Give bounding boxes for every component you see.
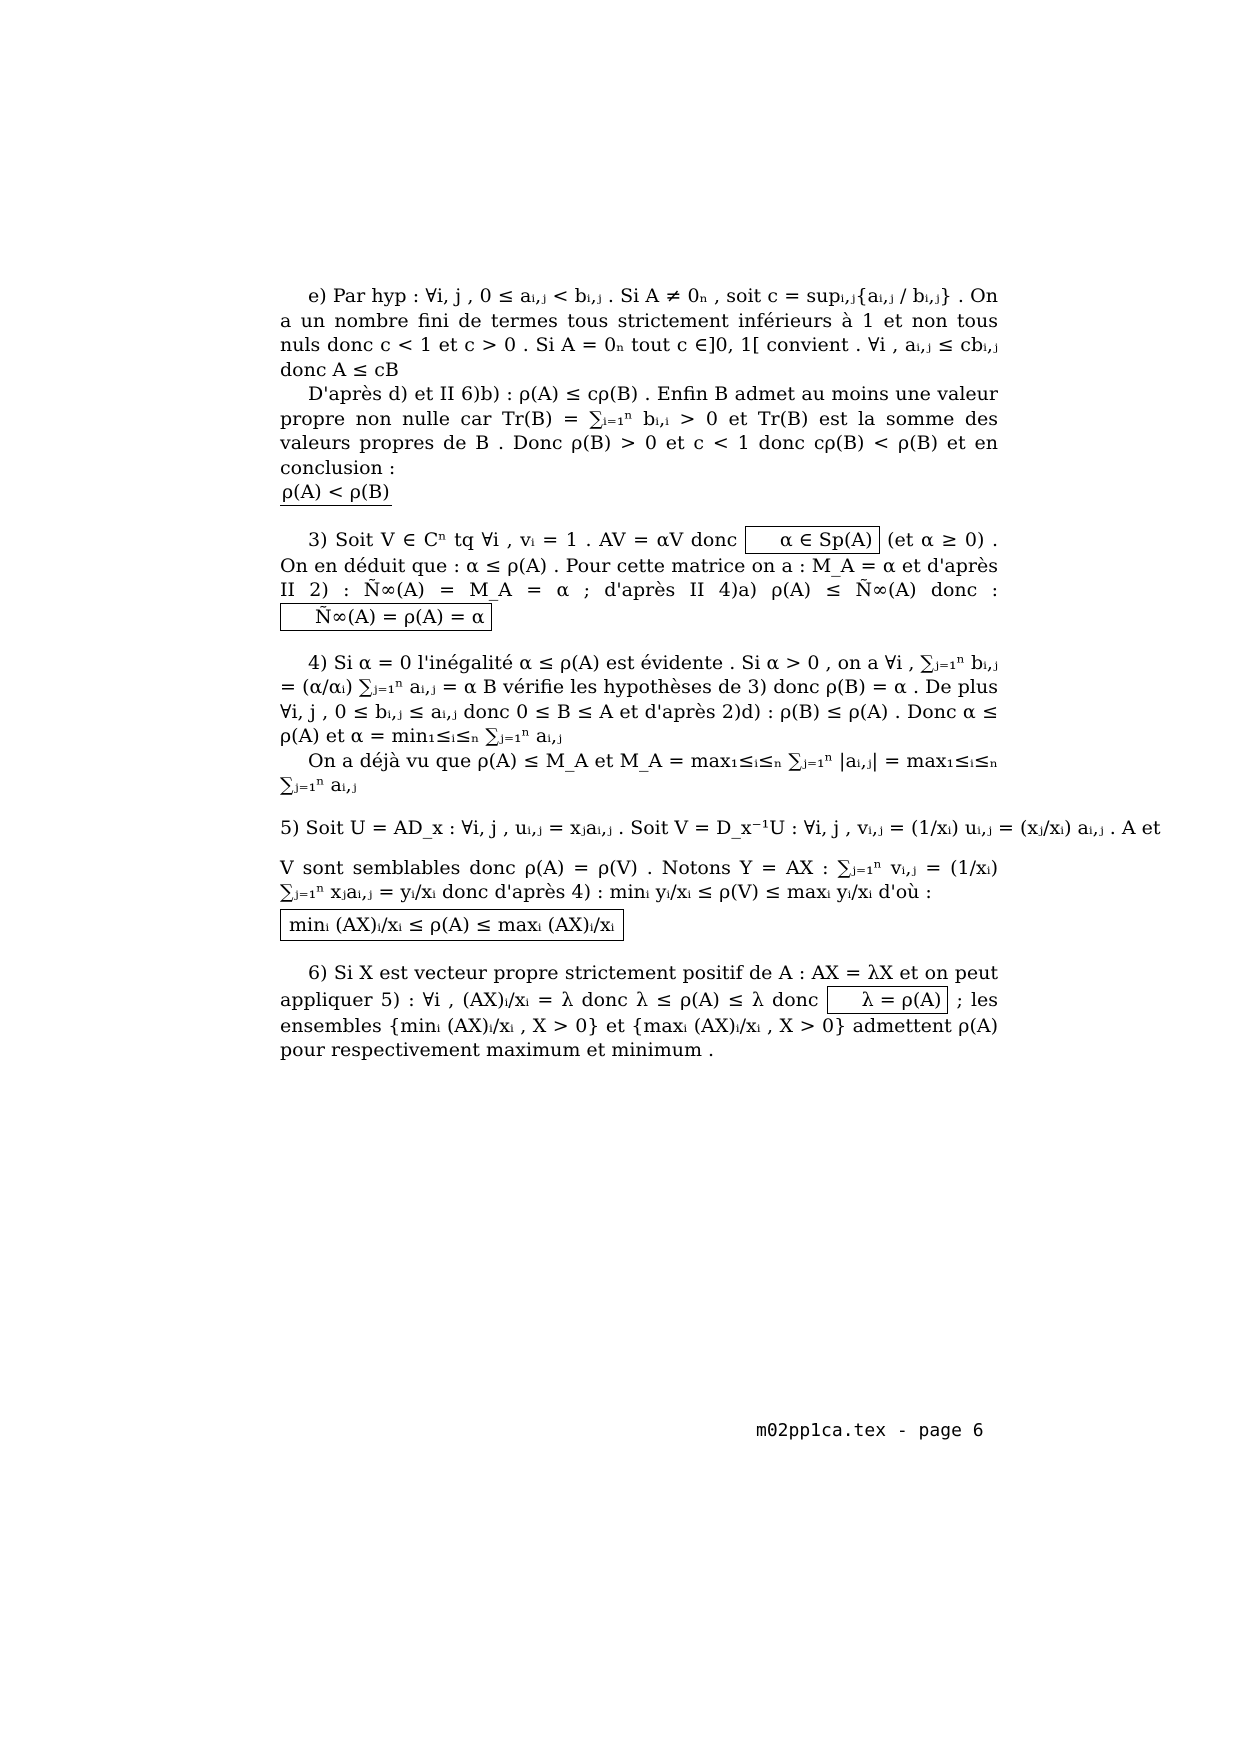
paragraph-e-result [280, 480, 998, 506]
text-4b: On a déjà vu que ρ(A) ≤ M_A et M_A = max₁≤ᵢ≤ₙ ∑ⱼ₌₁ⁿ |aᵢ,ⱼ| = max₁≤ᵢ≤ₙ ∑ⱼ₌₁ⁿ aᵢ,ⱼ [280, 749, 998, 796]
body-text [280, 284, 1161, 1063]
page-footer: m02pp1ca.tex - page 6 [756, 1420, 984, 1441]
text-e: e) Par hyp : ∀i, j , 0 ≤ aᵢ,ⱼ < bᵢ,ⱼ . Si A ≠ 0ₙ , soit c = supᵢ,ⱼ{aᵢ,ⱼ / bᵢ,ⱼ} . On a un nombre fini de termes tous strictement inférieurs à 1 et non tous nuls donc c < 1 et c > 0 . Si A = 0ₙ tout c ∈]0, 1[ convient . ∀i , aᵢ,ⱼ ≤ cbᵢ,ⱼ donc A ≤ cB [280, 285, 998, 381]
text-e2: D'après d) et II 6)b) : ρ(A) ≤ cρ(B) . Enfin B admet au moins une valeur propre non nulle car Tr(B) = ∑ᵢ₌₁ⁿ bᵢ,ᵢ > 0 et Tr(B) est la somme des valeurs propres de B . Donc ρ(B) > 0 et c < 1 donc cρ(B) < ρ(B) et en conclusion : [280, 383, 998, 479]
boxed-result-eigenvalue: λ = ρ(A) [827, 986, 949, 1014]
paragraph-e [280, 284, 998, 382]
underlined-result: ρ(A) < ρ(B) [280, 480, 392, 506]
boxed-result-bounds: minᵢ (AX)ᵢ/xᵢ ≤ ρ(A) ≤ maxᵢ (AX)ᵢ/xᵢ [280, 909, 624, 942]
paragraph-5b [280, 856, 998, 905]
boxed-result-spectrum: α ∈ Sp(A) [745, 526, 880, 554]
paragraph-4 [280, 651, 998, 749]
text-3b: (et α ≥ 0) . On en déduit que : α ≤ ρ(A) . Pour cette matrice on a : M_A = α et d'après II 2) : Ñ∞(A) = M_A = α ; d'après II 4)a) ρ(A) ≤ Ñ∞(A) donc : [280, 528, 998, 601]
text-3a: 3) Soit V ∈ Cⁿ tq ∀i , vᵢ = 1 . AV = αV donc [308, 528, 738, 551]
paragraph-5a [280, 810, 1161, 846]
paragraph-5-result [280, 909, 998, 942]
paragraph-3 [280, 526, 998, 631]
text-5a: 5) Soit U = AD_x : ∀i, j , uᵢ,ⱼ = xⱼaᵢ,ⱼ . Soit V = D_x⁻¹U : ∀i, j , vᵢ,ⱼ = (1/xᵢ) uᵢ,ⱼ = (xⱼ/xᵢ) aᵢ,ⱼ . A et [280, 816, 1161, 839]
text-5b: V sont semblables donc ρ(A) = ρ(V) . Notons Y = AX : ∑ⱼ₌₁ⁿ vᵢ,ⱼ = (1/xᵢ) ∑ⱼ₌₁ⁿ xⱼaᵢ,ⱼ = yᵢ/xᵢ donc d'après 4) : minᵢ yᵢ/xᵢ ≤ ρ(V) ≤ maxᵢ yᵢ/xᵢ d'où : [280, 856, 998, 903]
text-4: 4) Si α = 0 l'inégalité α ≤ ρ(A) est évidente . Si α > 0 , on a ∀i , ∑ⱼ₌₁ⁿ bᵢ,ⱼ = (α/αᵢ) ∑ⱼ₌₁ⁿ aᵢ,ⱼ = α B vérifie les hypothèses de 3) donc ρ(B) = α . De plus ∀i, j , 0 ≤ bᵢ,ⱼ ≤ aᵢ,ⱼ donc 0 ≤ B ≤ A et d'après 2)d) : ρ(B) ≤ ρ(A) . Donc α ≤ ρ(A) et α = min₁≤ᵢ≤ₙ ∑ⱼ₌₁ⁿ aᵢ,ⱼ [280, 651, 998, 747]
paragraph-6 [280, 961, 998, 1063]
text-6b: ; les ensembles {minᵢ (AX)ᵢ/xᵢ , X > 0} et {maxᵢ (AX)ᵢ/xᵢ , X > 0} admettent ρ(A) pour respectivement maximum et minimum . [280, 988, 999, 1061]
boxed-result-norm: Ñ∞(A) = ρ(A) = α [280, 603, 492, 631]
paragraph-e-conclusion [280, 382, 998, 480]
text-6a: 6) Si X est vecteur propre strictement positif de A : AX = λX et on peut appliquer 5) : ∀i , (AX)ᵢ/xᵢ = λ donc λ ≤ ρ(A) ≤ λ donc [280, 962, 998, 1011]
paragraph-4b [280, 749, 998, 798]
